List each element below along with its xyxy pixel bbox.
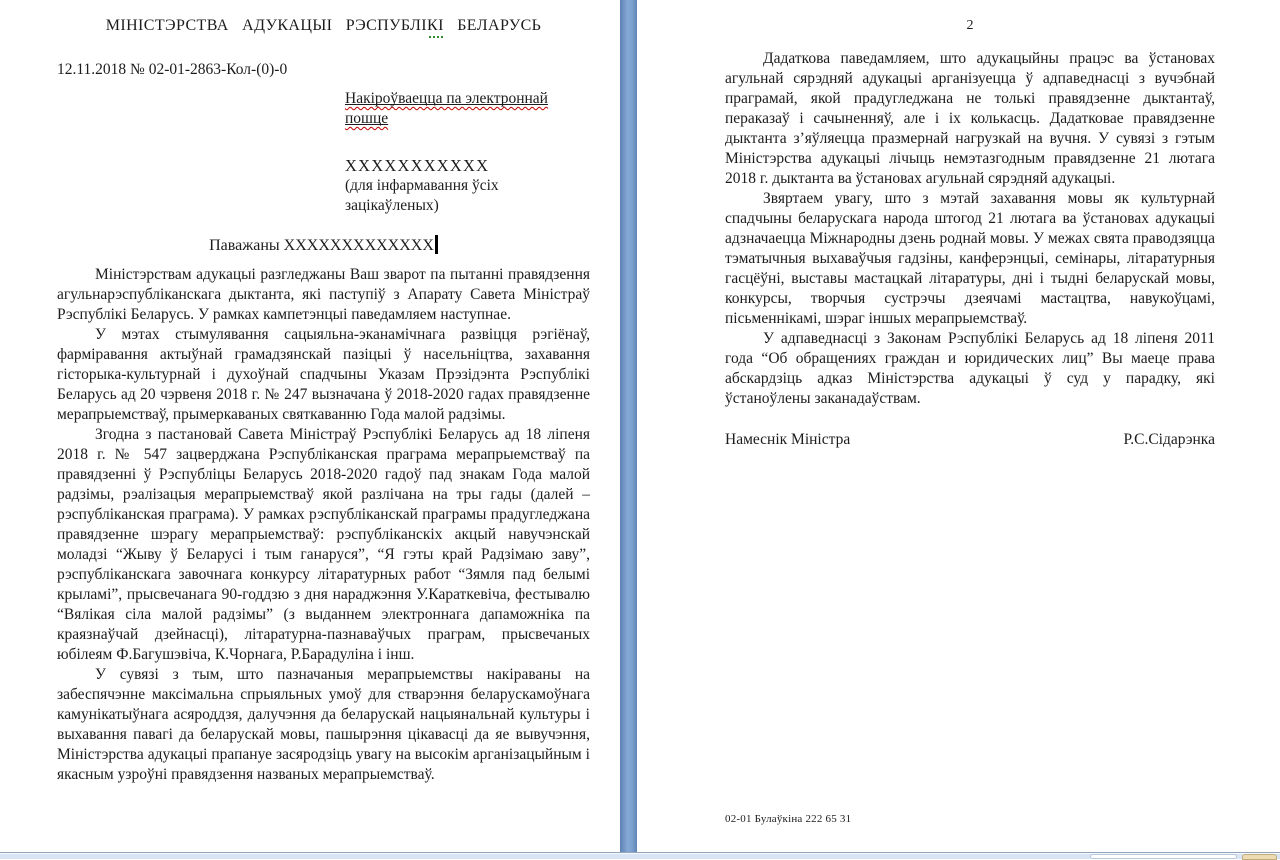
scrollbar-thumb[interactable] — [1090, 854, 1237, 859]
paragraph: Звяртаем увагу, што з мэтай захавання мовы як культурнай спадчыны беларускага народа штогод 21 лютага ва ўстановах адукацыі адзначаецца Міжнародны дзень роднай мовы. У межах свята праводзяцца тэматычныя выхаваўчыя гадзіны, канферэнцыі, семінары, літаратурныя гасцёўні, выставы мастацкай літаратуры, дні і тыдні беларускай мовы, конкурсы, творчыя сустрэчы дзеячамі мастацтва, навукоўцамі, пісьменнікамі, шэраг іншых мерапрыемстваў. — [725, 189, 1215, 329]
addressee-placeholder: ХХХХХХХХХХХ — [345, 156, 585, 176]
paragraph: Дадаткова паведамляем, што адукацыйны працэс ва ўстановах агульнай сярэдняй адукацыі арганізуецца ў адпаведнасці з вучэбнай праграмай, якой прадугледжана не толькі правядзенне дыктантаў, пераказаў і сачыненняў, але і іх колькасць. Дадатковае правядзенне дыктанта з’яўляецца празмернай нагрузкай на вучня. У сувязі з гэтым Міністэрства адукацыі лічыць немэтазгодным правядзенне 21 лютага 2018 г. дыктанта ва ўстановах агульнай сярэдняй адукацыі. — [725, 49, 1215, 189]
document-page-2[interactable] — [637, 0, 1280, 852]
grammar-squiggle-mark — [429, 35, 443, 38]
paragraph: У мэтах стымулявання сацыяльна-эканамічнага развіцця рэгіёнаў, фарміравання актыўнай грамадзянскай пазіцыі ў насельніцтва, захавання гісторыка-культурнай і духоўнай спадчыны Указам Прэзідэнта Рэспублікі Беларусь ад 20 чэрвеня 2018 г. № 247 вызначана ў 2018-2020 гадах правядзенне мерапрыемстваў, прымеркаваных святкаванню Года малой радзімы. — [57, 325, 590, 425]
salutation-line — [57, 235, 590, 256]
document-page-1[interactable] — [0, 0, 620, 852]
page-1-body — [57, 265, 590, 785]
page-gap-divider — [620, 0, 637, 852]
scrollbar-corner-button[interactable] — [1242, 854, 1277, 860]
horizontal-scrollbar[interactable] — [0, 852, 1280, 859]
signature-position: Намеснік Міністра — [725, 430, 850, 450]
delivery-note-text: Накіроўваецца па электроннай пошце — [345, 90, 548, 127]
signature-row — [725, 430, 1215, 450]
page-2-body — [725, 49, 1215, 409]
paragraph: Згодна з пастановай Савета Міністраў Рэспублікі Беларусь ад 18 ліпеня 2018 г. № 547 зацверджана Рэспубліканская праграма мерапрыемстваў па правядзенні ў Рэспубліцы Беларусь 2018-2020 гадоў пад знакам Года малой радзімы, рэалізацыя мерапрыемстваў якой разлічана на тры гады (далей – рэспубліканская праграма). У рамках рэспубліканскай праграмы прадугледжана правядзенне шэрагу мерапрыемстваў: рэспубліканскіх акцый навучэнскай моладзі “Жыву ў Беларусі і тым ганаруся”, “Я гэты край Радзімаю заву”, рэспубліканскага завочнага конкурсу літаратурных работ “Зямля пад белымі крыламі”, прысвечанага 90-годдзю з дня нараджэння У.Караткевіча, фестывалю “Вялікая сіла малой радзімы” (з выданнем электроннага дапаможніка па краязнаўчай дзейнасці), літаратурна-пазнаваўчых праграм, прысвечаных юбілеям Ф.Багушэвіча, К.Чорнага, Р.Барадуліна і інш. — [57, 425, 590, 665]
salutation-text: Паважаны ХХХХХХХХХХХХХ — [209, 237, 434, 254]
page-number: 2 — [725, 16, 1215, 36]
paragraph: У сувязі з тым, што пазначаныя мерапрыемствы накіраваны на забеспячэнне максімальна спрыяльных умоў для стварэння беларускамоўнага камунікатыўнага асяроддзя, далучэння да беларускай нацыянальнай культуры і выхавання павагі да беларускай мовы, пашырэння цікавасці да яе вывучэння, Міністэрства адукацыі прапануе засяродзіць увагу на высокім арганізацыйным і якасным узроўні правядзення названых мерапрыемстваў. — [57, 665, 590, 785]
addressee-note: (для інфармавання ўсіх зацікаўленых) — [345, 176, 585, 216]
document-title — [57, 16, 590, 36]
paragraph: У адпаведнасці з Законам Рэспублікі Беларусь ад 18 ліпеня 2011 года “Об обращениях граждан и юридических лиц” Вы маеце права абскардзіць адказ Міністэрства адукацыі ў суд у парадку, які ўстаноўлены заканадаўствам. — [725, 329, 1215, 409]
reference-number-line: 12.11.2018 № 02-01-2863-Кол-(0)-0 — [57, 60, 590, 80]
paragraph: Міністэрствам адукацыі разгледжаны Ваш зварот па пытанні правядзення агульнарэспубліканскага дыктанта, які паступіў з Апарату Савета Міністраў Рэспублікі Беларусь. У рамках кампетэнцыі паведамляем наступнае. — [57, 265, 590, 325]
document-title-text: МІНІСТЭРСТВА АДУКАЦЫІ РЭСПУБЛІКІ БЕЛАРУСЬ — [106, 17, 542, 34]
text-cursor — [435, 235, 438, 254]
addressee-block — [345, 89, 585, 216]
signature-name: Р.С.Сідарэнка — [1124, 430, 1215, 450]
executor-footer-note: 02-01 Булаўкіна 222 65 31 — [725, 809, 851, 829]
delivery-note — [345, 89, 585, 129]
